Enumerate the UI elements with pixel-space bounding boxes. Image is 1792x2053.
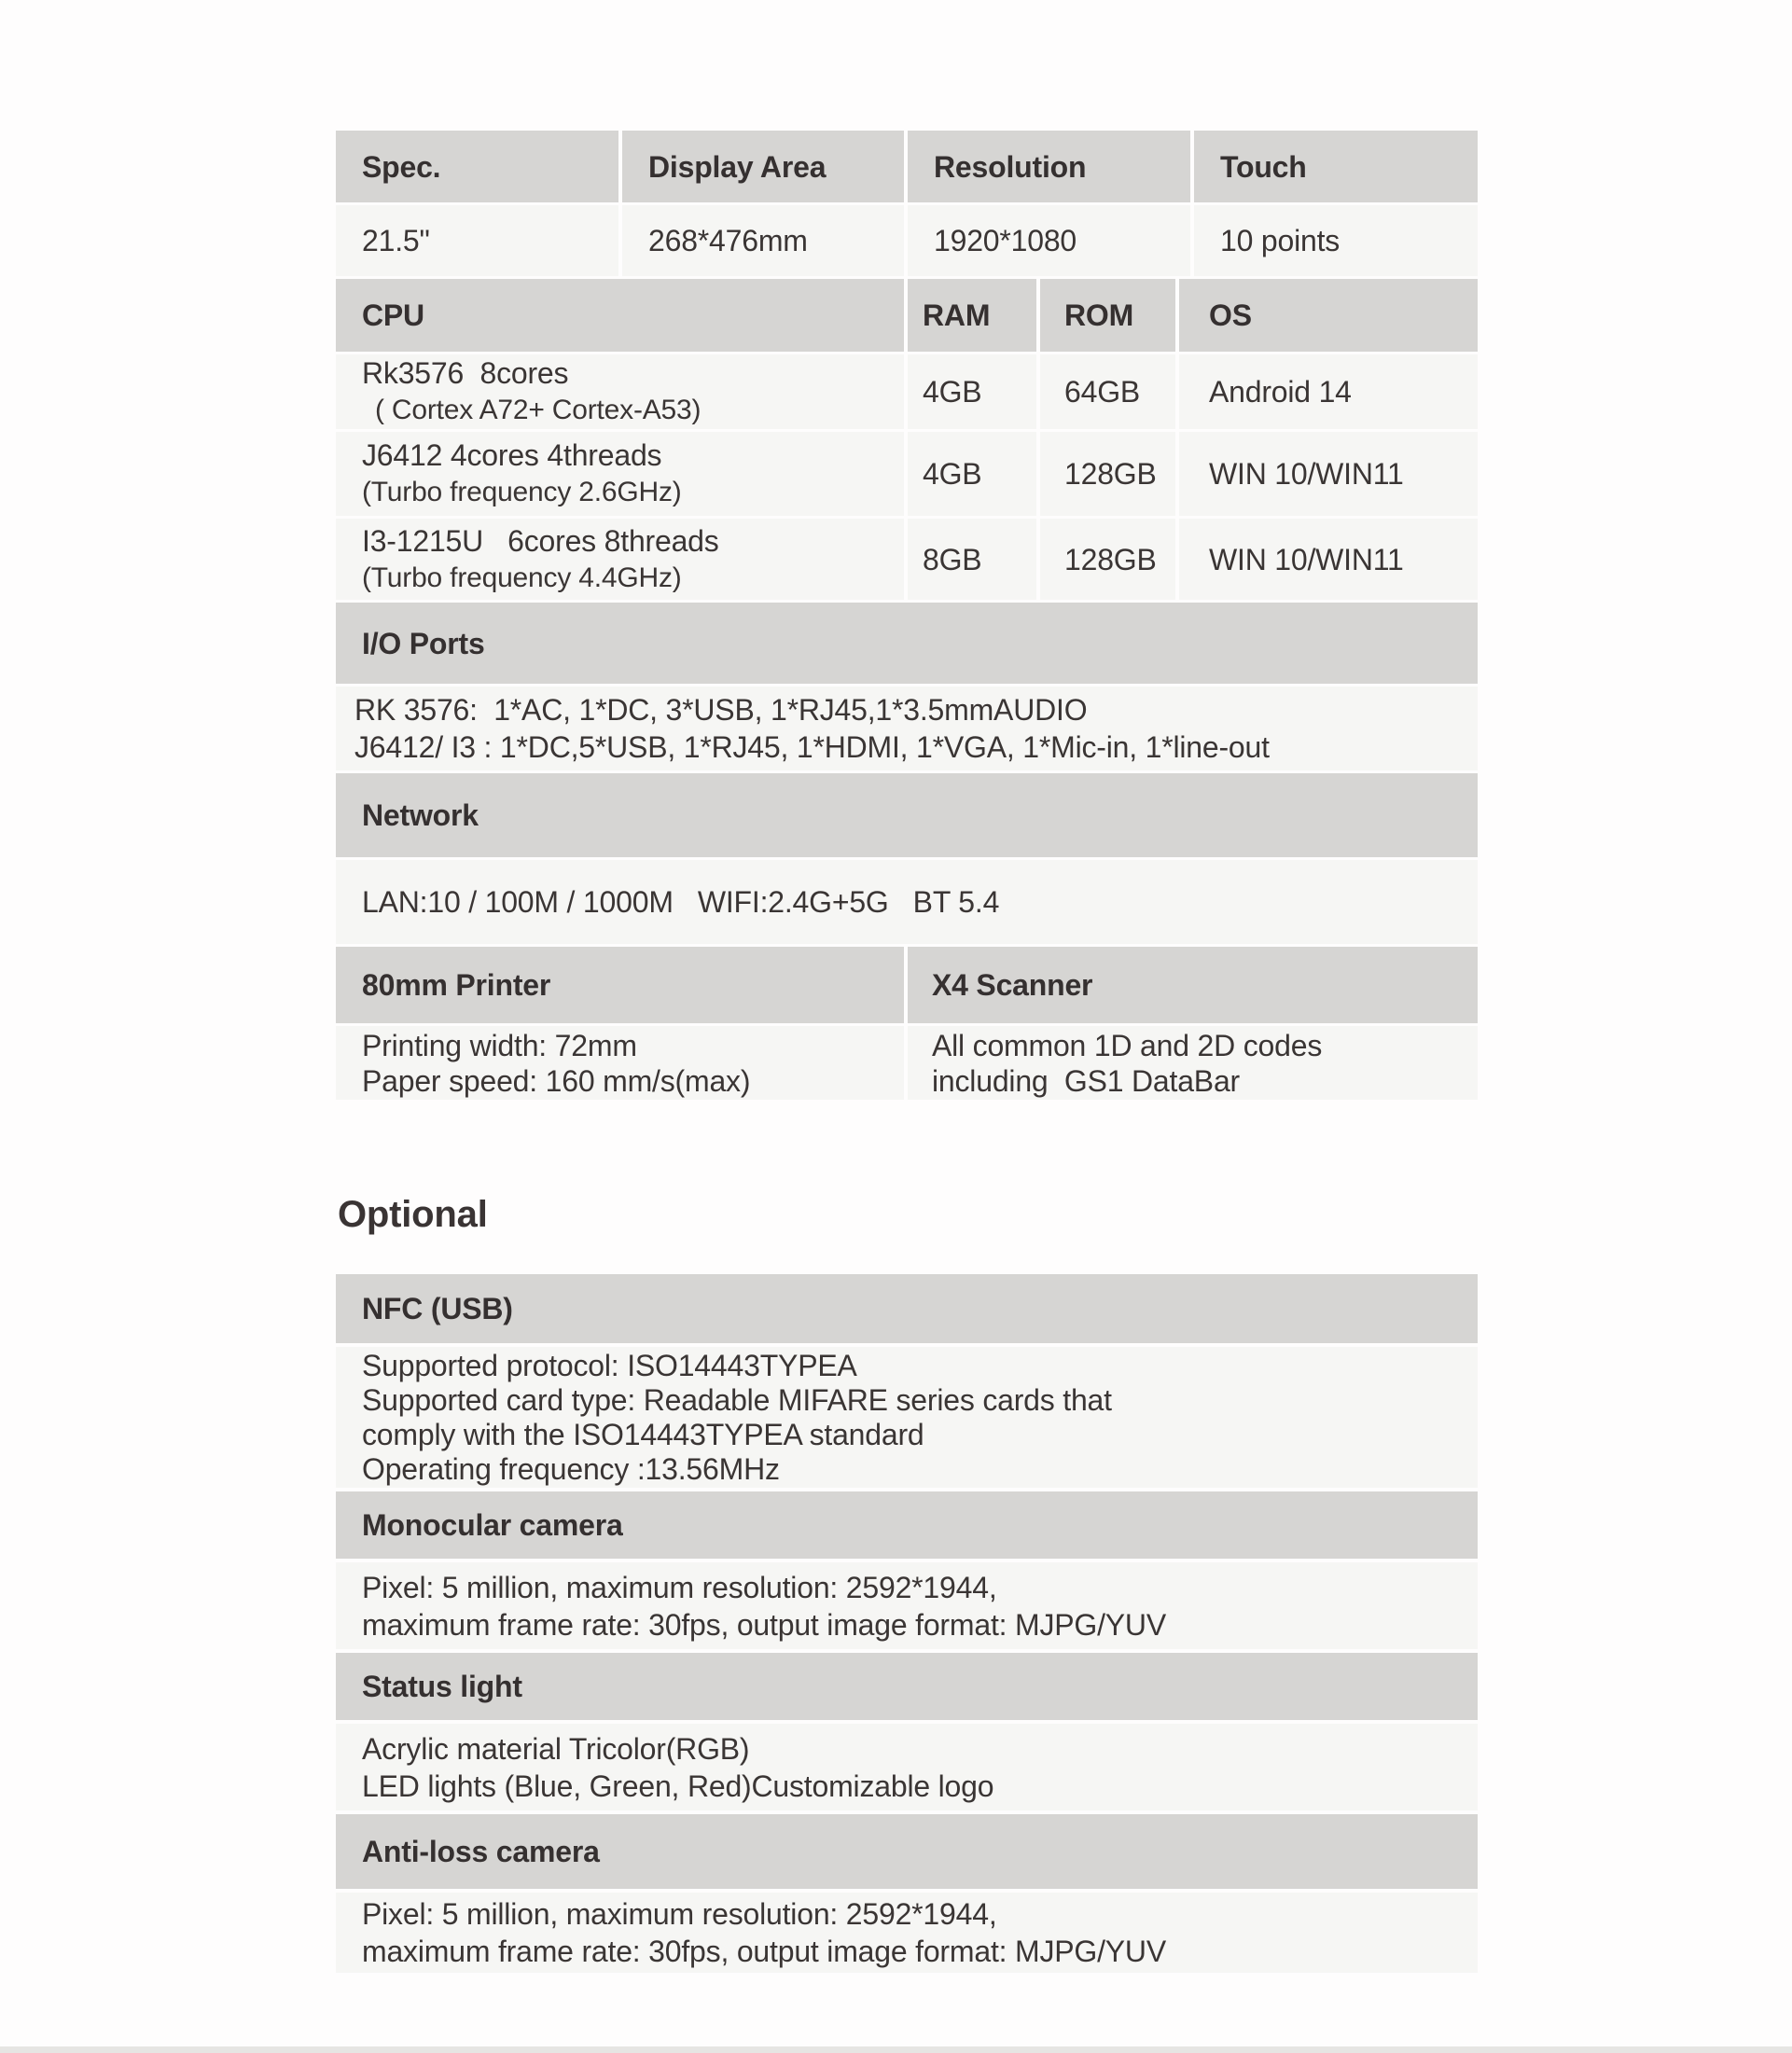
anti-loss-camera-body — [336, 1893, 1478, 1973]
cpu-detail: (Turbo frequency 4.4GHz) — [362, 562, 682, 593]
rom-value: 128GB — [1064, 457, 1157, 491]
value-text: 1920*1080 — [934, 224, 1077, 257]
display-header-row — [336, 131, 1478, 202]
status-line-material: Acrylic material Tricolor(RGB) — [362, 1731, 750, 1766]
page-bottom-edge — [0, 2046, 1792, 2053]
value-text: 21.5" — [362, 224, 430, 257]
camera-line-pixel: Pixel: 5 million, maximum resolution: 2592*1944, — [362, 1897, 997, 1931]
ram-value: 4GB — [923, 375, 982, 409]
section-title: I/O Ports — [362, 626, 485, 660]
scanner-line-codes: All common 1D and 2D codes — [932, 1028, 1323, 1062]
os-value: WIN 10/WIN11 — [1209, 457, 1404, 491]
io-line-j6412-i3: J6412/ I3 : 1*DC,5*USB, 1*RJ45, 1*HDMI, 1*VGA, 1*Mic-in, 1*line-out — [354, 730, 1270, 764]
cpu-row-i3-1215u — [336, 519, 1478, 600]
rom-cell — [1040, 354, 1175, 429]
rom-value: 128GB — [1064, 542, 1157, 576]
optional-heading: Optional — [338, 1194, 488, 1235]
status-light-header-row — [336, 1653, 1478, 1720]
cpu-name: J6412 4cores 4threads — [362, 438, 662, 472]
os-cell — [1179, 519, 1478, 600]
section-header-scanner — [908, 947, 1478, 1023]
printer-scanner-body-row — [336, 1026, 1478, 1100]
cpu-cell — [336, 354, 904, 429]
value-cell-display-area — [622, 205, 904, 276]
os-cell — [1179, 354, 1478, 429]
header-cell-os — [1179, 279, 1478, 352]
nfc-line-frequency: Operating frequency :13.56MHz — [362, 1451, 780, 1486]
optional-table — [336, 1274, 1478, 1977]
ram-cell — [908, 432, 1036, 516]
display-value-row — [336, 205, 1478, 276]
network-body-row — [336, 860, 1478, 944]
section-title: NFC (USB) — [362, 1292, 513, 1325]
os-cell — [1179, 432, 1478, 516]
camera-line-pixel: Pixel: 5 million, maximum resolution: 2592*1944, — [362, 1570, 997, 1604]
header-cell-display-area — [622, 131, 904, 202]
section-header-nfc — [336, 1274, 1478, 1343]
status-light-body — [336, 1724, 1478, 1810]
nfc-line-card-type: Supported card type: Readable MIFARE series cards that — [362, 1382, 1112, 1417]
os-value: WIN 10/WIN11 — [1209, 542, 1404, 576]
os-value: Android 14 — [1209, 375, 1352, 409]
value-text: 10 points — [1220, 224, 1341, 257]
header-label: OS — [1209, 298, 1252, 332]
cpu-cell — [336, 519, 904, 600]
anti-loss-body-row — [336, 1893, 1478, 1973]
monocular-body-row — [336, 1562, 1478, 1649]
header-cell-touch — [1194, 131, 1478, 202]
cpu-header-row — [336, 279, 1478, 352]
cpu-cell — [336, 432, 904, 516]
cpu-row-rk3576 — [336, 354, 1478, 429]
io-ports-body — [336, 687, 1478, 770]
cpu-row-j6412 — [336, 432, 1478, 516]
value-text: 268*476mm — [648, 224, 808, 257]
section-header-io-ports — [336, 603, 1478, 684]
rom-cell — [1040, 432, 1175, 516]
monocular-header-row — [336, 1491, 1478, 1559]
header-label: Touch — [1220, 149, 1307, 184]
monocular-camera-body — [336, 1562, 1478, 1649]
printer-scanner-header-row — [336, 947, 1478, 1023]
nfc-body-row — [336, 1347, 1478, 1488]
scanner-line-databar: including GS1 DataBar — [932, 1063, 1241, 1098]
section-title: 80mm Printer — [362, 968, 551, 1002]
nfc-header-row — [336, 1274, 1478, 1343]
camera-line-framerate: maximum frame rate: 30fps, output image format: MJPG/YUV — [362, 1935, 1166, 1968]
ram-value: 4GB — [923, 457, 982, 491]
ram-cell — [908, 519, 1036, 600]
nfc-body — [336, 1347, 1478, 1488]
section-title: Monocular camera — [362, 1508, 623, 1542]
value-cell-touch — [1194, 205, 1478, 276]
section-title: X4 Scanner — [932, 968, 1093, 1002]
header-label: Spec. — [362, 149, 441, 184]
section-header-monocular-camera — [336, 1491, 1478, 1559]
section-header-network — [336, 773, 1478, 857]
section-title: Anti-loss camera — [362, 1835, 600, 1868]
status-light-body-row — [336, 1724, 1478, 1810]
section-header-status-light — [336, 1653, 1478, 1720]
main-spec-table — [336, 131, 1478, 1103]
cpu-name: Rk3576 8cores — [362, 356, 569, 390]
io-ports-body-row — [336, 687, 1478, 770]
cpu-name: I3-1215U 6cores 8threads — [362, 523, 719, 558]
network-body — [336, 860, 1478, 944]
nfc-line-protocol: Supported protocol: ISO14443TYPEA — [362, 1348, 857, 1382]
section-title: Network — [362, 798, 479, 832]
anti-loss-header-row — [336, 1814, 1478, 1889]
cpu-detail: (Turbo frequency 2.6GHz) — [362, 477, 682, 507]
header-label: Display Area — [648, 149, 827, 184]
section-header-anti-loss-camera — [336, 1814, 1478, 1889]
value-cell-resolution — [908, 205, 1190, 276]
header-cell-resolution — [908, 131, 1190, 202]
ram-value: 8GB — [923, 542, 982, 576]
status-line-leds: LED lights (Blue, Green, Red)Customizable logo — [362, 1769, 994, 1803]
scanner-body — [908, 1026, 1478, 1100]
rom-value: 64GB — [1064, 375, 1141, 409]
section-title: Status light — [362, 1670, 522, 1703]
header-label: RAM — [923, 298, 991, 332]
header-label: CPU — [362, 298, 424, 332]
network-line: LAN:10 / 100M / 1000M WIFI:2.4G+5G BT 5.4 — [362, 885, 1000, 919]
nfc-line-standard: comply with the ISO14443TYPEA standard — [362, 1417, 924, 1451]
cpu-detail: ( Cortex A72+ Cortex-A53) — [375, 395, 702, 425]
header-cell-rom — [1040, 279, 1175, 352]
section-header-printer — [336, 947, 904, 1023]
network-header-row — [336, 773, 1478, 857]
header-label: Resolution — [934, 149, 1087, 184]
value-cell-spec — [336, 205, 618, 276]
rom-cell — [1040, 519, 1175, 600]
io-line-rk3576: RK 3576: 1*AC, 1*DC, 3*USB, 1*RJ45,1*3.5mmAUDIO — [354, 693, 1088, 727]
ram-cell — [908, 354, 1036, 429]
printer-line-width: Printing width: 72mm — [362, 1028, 637, 1062]
header-cell-ram — [908, 279, 1036, 352]
io-ports-header-row — [336, 603, 1478, 684]
header-label: ROM — [1064, 298, 1134, 332]
printer-body — [336, 1026, 904, 1100]
camera-line-framerate: maximum frame rate: 30fps, output image format: MJPG/YUV — [362, 1607, 1166, 1642]
printer-line-speed: Paper speed: 160 mm/s(max) — [362, 1063, 751, 1098]
header-cell-cpu — [336, 279, 904, 352]
header-cell-spec — [336, 131, 618, 202]
